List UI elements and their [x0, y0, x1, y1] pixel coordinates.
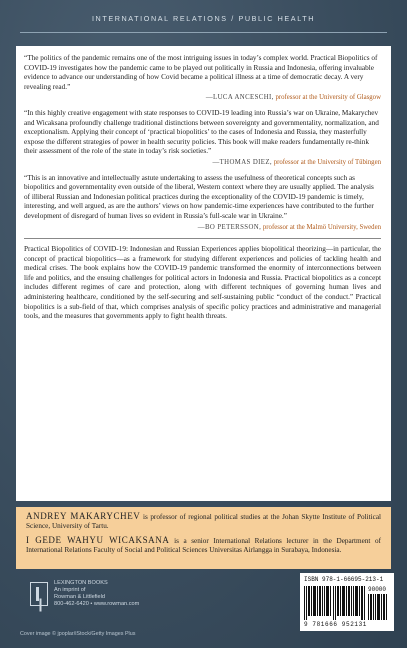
author-bio-1	[26, 512, 381, 532]
publisher-logo-icon	[30, 582, 48, 606]
quote-affiliation: professor at the Malmö University, Sweden	[262, 223, 381, 231]
series-header: INTERNATIONAL RELATIONS / PUBLIC HEALTH	[20, 6, 387, 33]
quote-text: “This is an innovative and intellectually astute undertaking to assess the usefulness of theoretical concepts such as biopolitics and governmentality even outside of the liberal, Western context where they are usually applied. The analysis of illiberal Russian and Indonesian political practices during the exceptionality of the COVID-19 pandemic is timely, interesting, and well argued, as are the authors’ views on how pandemic-time experiences have contributed to the further development of disregard of human lives so evident in Russia’s full-scale war in Ukraine.”	[24, 173, 374, 220]
publisher-line: Rowman & Littlefield	[54, 594, 105, 600]
author-bios-panel	[16, 507, 391, 569]
publisher-lines	[54, 580, 139, 608]
publisher-name: LEXINGTON BOOKS	[54, 580, 108, 586]
praise-quote-2	[24, 109, 381, 168]
price-barcode-icon	[368, 594, 388, 620]
author-name: ANDREY MAKARYCHEV	[26, 511, 141, 521]
publisher-block	[30, 580, 190, 630]
book-description: Practical Biopolitics of COVID-19: Indonesian and Russian Experiences applies biopolitical theorizing—in particular, the concept of practical biopolitics—as a framework for studying different experiences and policies of tackling health and medical crises. The book explains how the COVID-19 pandemic transformed the enormity of interconnections between life and politics, and the ensuing challenges for political actors in Indonesia and Russia. Practical biopolitics as a concept includes different regimes of care and protection, along with different techniques of governing human lives and administering healthcare, conditioned by the self-securing and self-sustaining public “conduct of the conduct.” Practical biopolitics is a sub-field of that, which comprises analysis of specific policy practices and administrative and managerial tools, and the measures that governments apply to fight health threats.	[24, 245, 381, 321]
author-bio-2	[26, 536, 381, 556]
praise-quote-1	[24, 54, 381, 103]
publisher-contact: 800-462-6420 • www.rowman.com	[54, 601, 140, 607]
quote-attribution	[24, 158, 381, 168]
quote-affiliation: professor at the University of Tübingen	[273, 158, 381, 166]
quote-author: —THOMAS DIEZ,	[212, 158, 273, 166]
barcode-icon	[304, 586, 366, 620]
quote-text: “The politics of the pandemic remains one of the most intriguing issues in today’s complex world. Practical Biopolitics of COVID-19 investigates how the pandemic came to be played out politically in Russia and Indonesia, offering invaluable evidence to advance our understanding of how Covid became a political illness at a time of democratic decay. A very revealing read.”	[24, 54, 378, 91]
publisher-line: An imprint of	[54, 587, 86, 593]
quote-attribution	[24, 93, 381, 103]
praise-quote-3	[24, 174, 381, 233]
author-bio-text: is professor of regional political studies at the Johan Skytte Institute of Political Science, University of Tartu.	[26, 513, 382, 531]
barcode-box	[300, 573, 394, 631]
author-bio-text: is a senior International Relations lecturer in the Department of International Relations Faculty of Social and Political Sciences Universitas Airlangga in Surabaya, Indonesia.	[26, 536, 381, 554]
price-code: 90000	[368, 586, 387, 593]
quote-text: “In this highly creative engagement with state responses to COVID-19 leading into Russia’s war on Ukraine, Makarychev and Wicaksana profoundly challenge traditional distinctions between sovereignty and governmentality, normalization, and exceptionalism. Applying their concept of ‘practical biopolitics’ to the cases of Indonesia and Russia, they masterfully expose the different strategies of power in health security policies. This book will make readers fundamentally re-think their assessment of the role of the state in today’s risk societies.”	[24, 108, 379, 156]
quote-author: —BO PETERSSON,	[197, 223, 262, 231]
praise-panel	[16, 46, 391, 501]
author-name: I GEDE WAHYU WICAKSANA	[26, 534, 170, 545]
barcode-number: 9 781666 952131	[304, 621, 368, 628]
quote-affiliation: professor at the University of Glasgow	[275, 94, 381, 102]
section-divider	[24, 238, 381, 239]
quote-attribution	[24, 223, 381, 233]
cover-credit: Cover image © jpoplar/iStock/Getty Images Plus	[20, 631, 136, 637]
quote-author: —LUCA ANCESCHI,	[205, 94, 274, 102]
isbn-text: ISBN 978-1-66695-213-1	[304, 576, 384, 583]
